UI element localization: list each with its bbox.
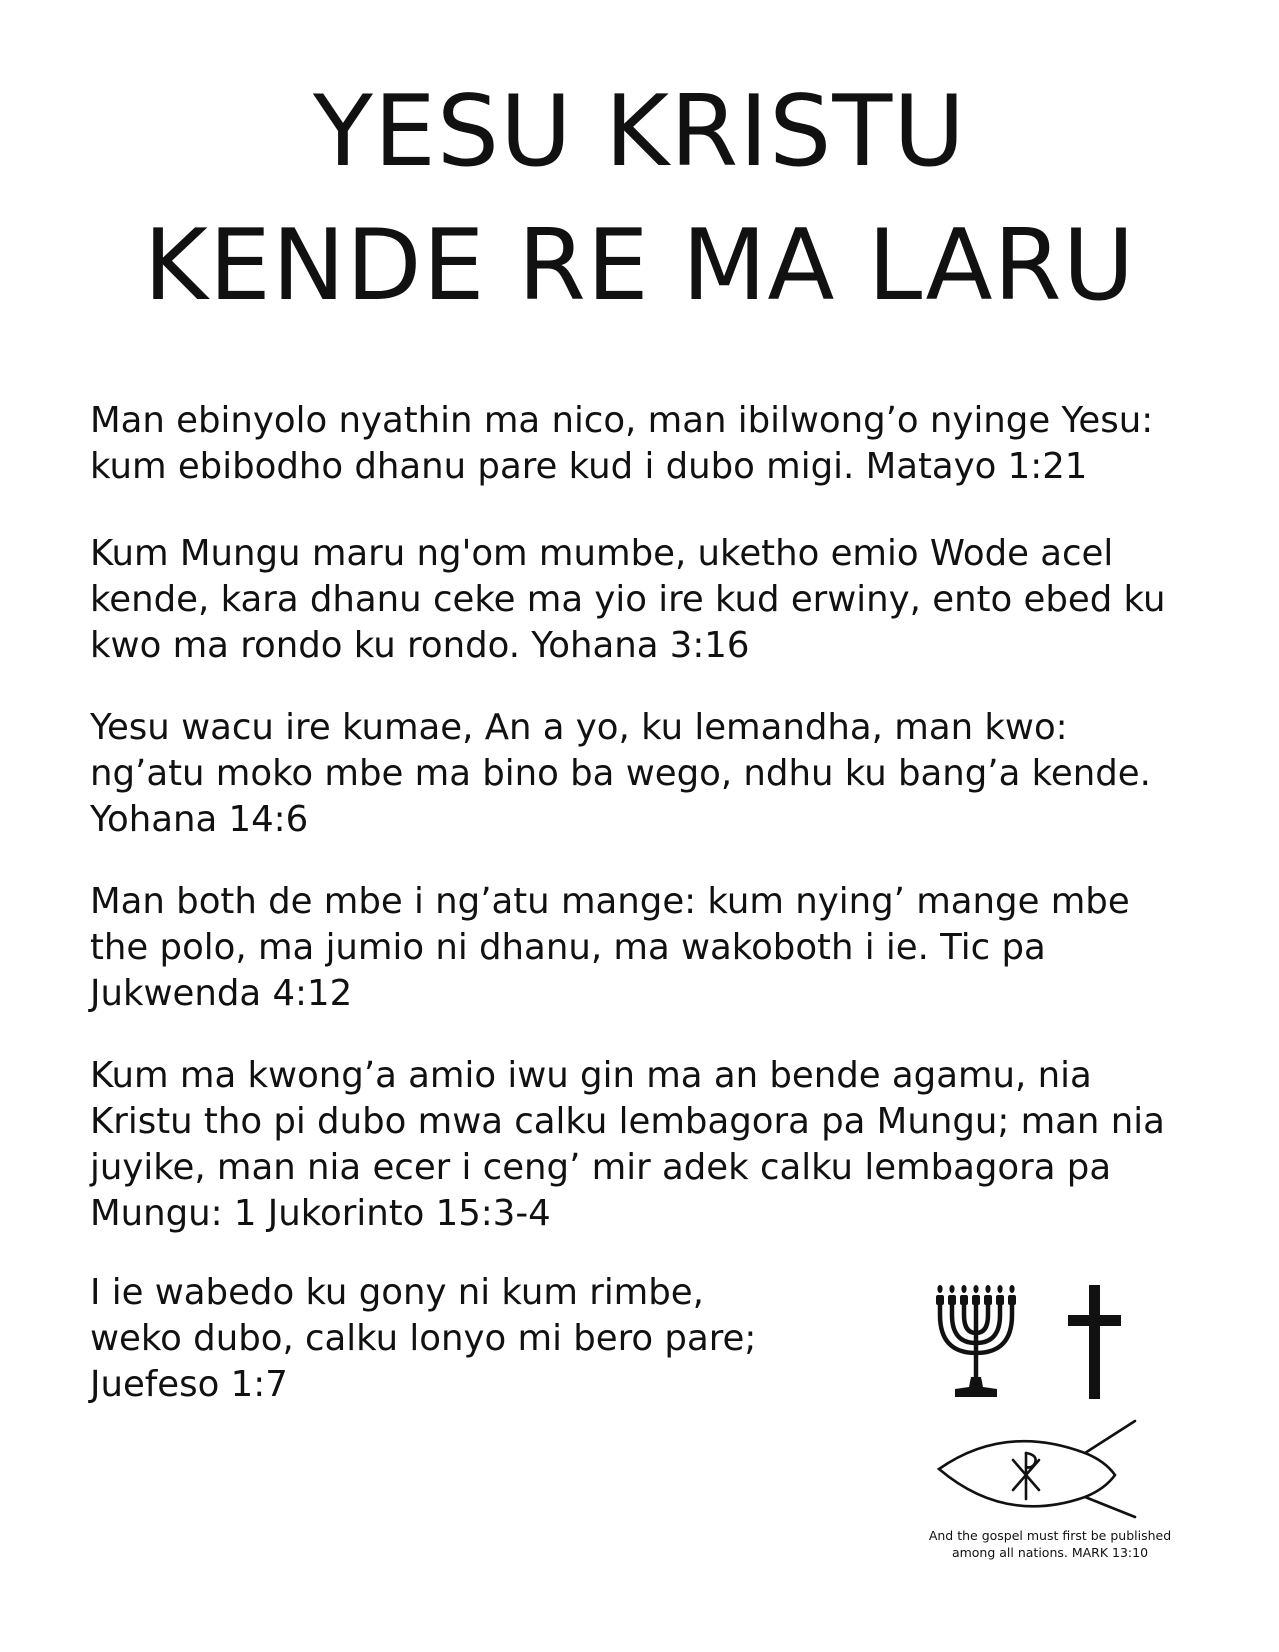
verse-line: kum ebibodho dhanu pare kud i dubo migi. Matayo 1:21 (90, 446, 1088, 487)
verse-line: I ie wabedo ku gony ni kum rimbe, (90, 1272, 704, 1313)
footer-line: And the gospel must first be published (928, 1528, 1172, 1543)
verse-line: Mungu: 1 Jukorinto 15:3-4 (90, 1193, 551, 1234)
verse-line: Man both de mbe i ng’atu mange: kum nying’ mange mbe (90, 881, 1130, 922)
verse-jukorinto (90, 1053, 1165, 1237)
ichthys-chi-rho-icon (939, 1421, 1135, 1517)
footer-scripture (900, 1527, 1200, 1561)
verse-line: Yohana 14:6 (90, 799, 309, 840)
page-title-line-2: KENDE RE MA LARU (143, 209, 1136, 323)
verse-line: juyike, man nia ecer i ceng’ mir adek calku lembagora pa (90, 1147, 1112, 1188)
verse-line: kwo ma rondo ku rondo. Yohana 3:16 (90, 625, 750, 666)
footer-line: among all nations. MARK 13:10 (951, 1545, 1149, 1560)
menorah-icon (936, 1285, 1016, 1397)
verse-yohana-14-6 (90, 705, 1151, 843)
verse-yohana-3-16 (90, 531, 1166, 669)
verse-line: Juefeso 1:7 (90, 1364, 288, 1405)
verse-line: Kum Mungu maru ng'om mumbe, uketho emio Wode acel (90, 533, 1114, 574)
verse-line: Yesu wacu ire kumae, An a yo, ku lemandha, man kwo: (90, 707, 1068, 748)
page-title-line-1: YESU KRISTU (313, 75, 966, 189)
verse-line: kende, kara dhanu ceke ma yio ire kud erwiny, ento ebed ku (90, 579, 1166, 620)
verse-matayo (90, 398, 1153, 490)
verse-juefeso (90, 1270, 756, 1408)
faith-symbols (935, 1285, 1185, 1525)
cross-icon (1068, 1285, 1121, 1399)
verse-jukwenda (90, 879, 1130, 1017)
verse-line: Jukwenda 4:12 (90, 973, 353, 1014)
verse-line: Man ebinyolo nyathin ma nico, man ibilwong’o nyinge Yesu: (90, 400, 1154, 441)
verse-line: Kum ma kwong’a amio iwu gin ma an bende agamu, nia (90, 1055, 1092, 1096)
verse-line: ng’atu moko mbe ma bino ba wego, ndhu ku bang’a kende. (90, 753, 1151, 794)
verse-line: weko dubo, calku lonyo mi bero pare; (90, 1318, 757, 1359)
verse-line: Kristu tho pi dubo mwa calku lembagora pa Mungu; man nia (90, 1101, 1165, 1142)
verse-line: the polo, ma jumio ni dhanu, ma wakoboth i ie. Tic pa (90, 927, 1046, 968)
